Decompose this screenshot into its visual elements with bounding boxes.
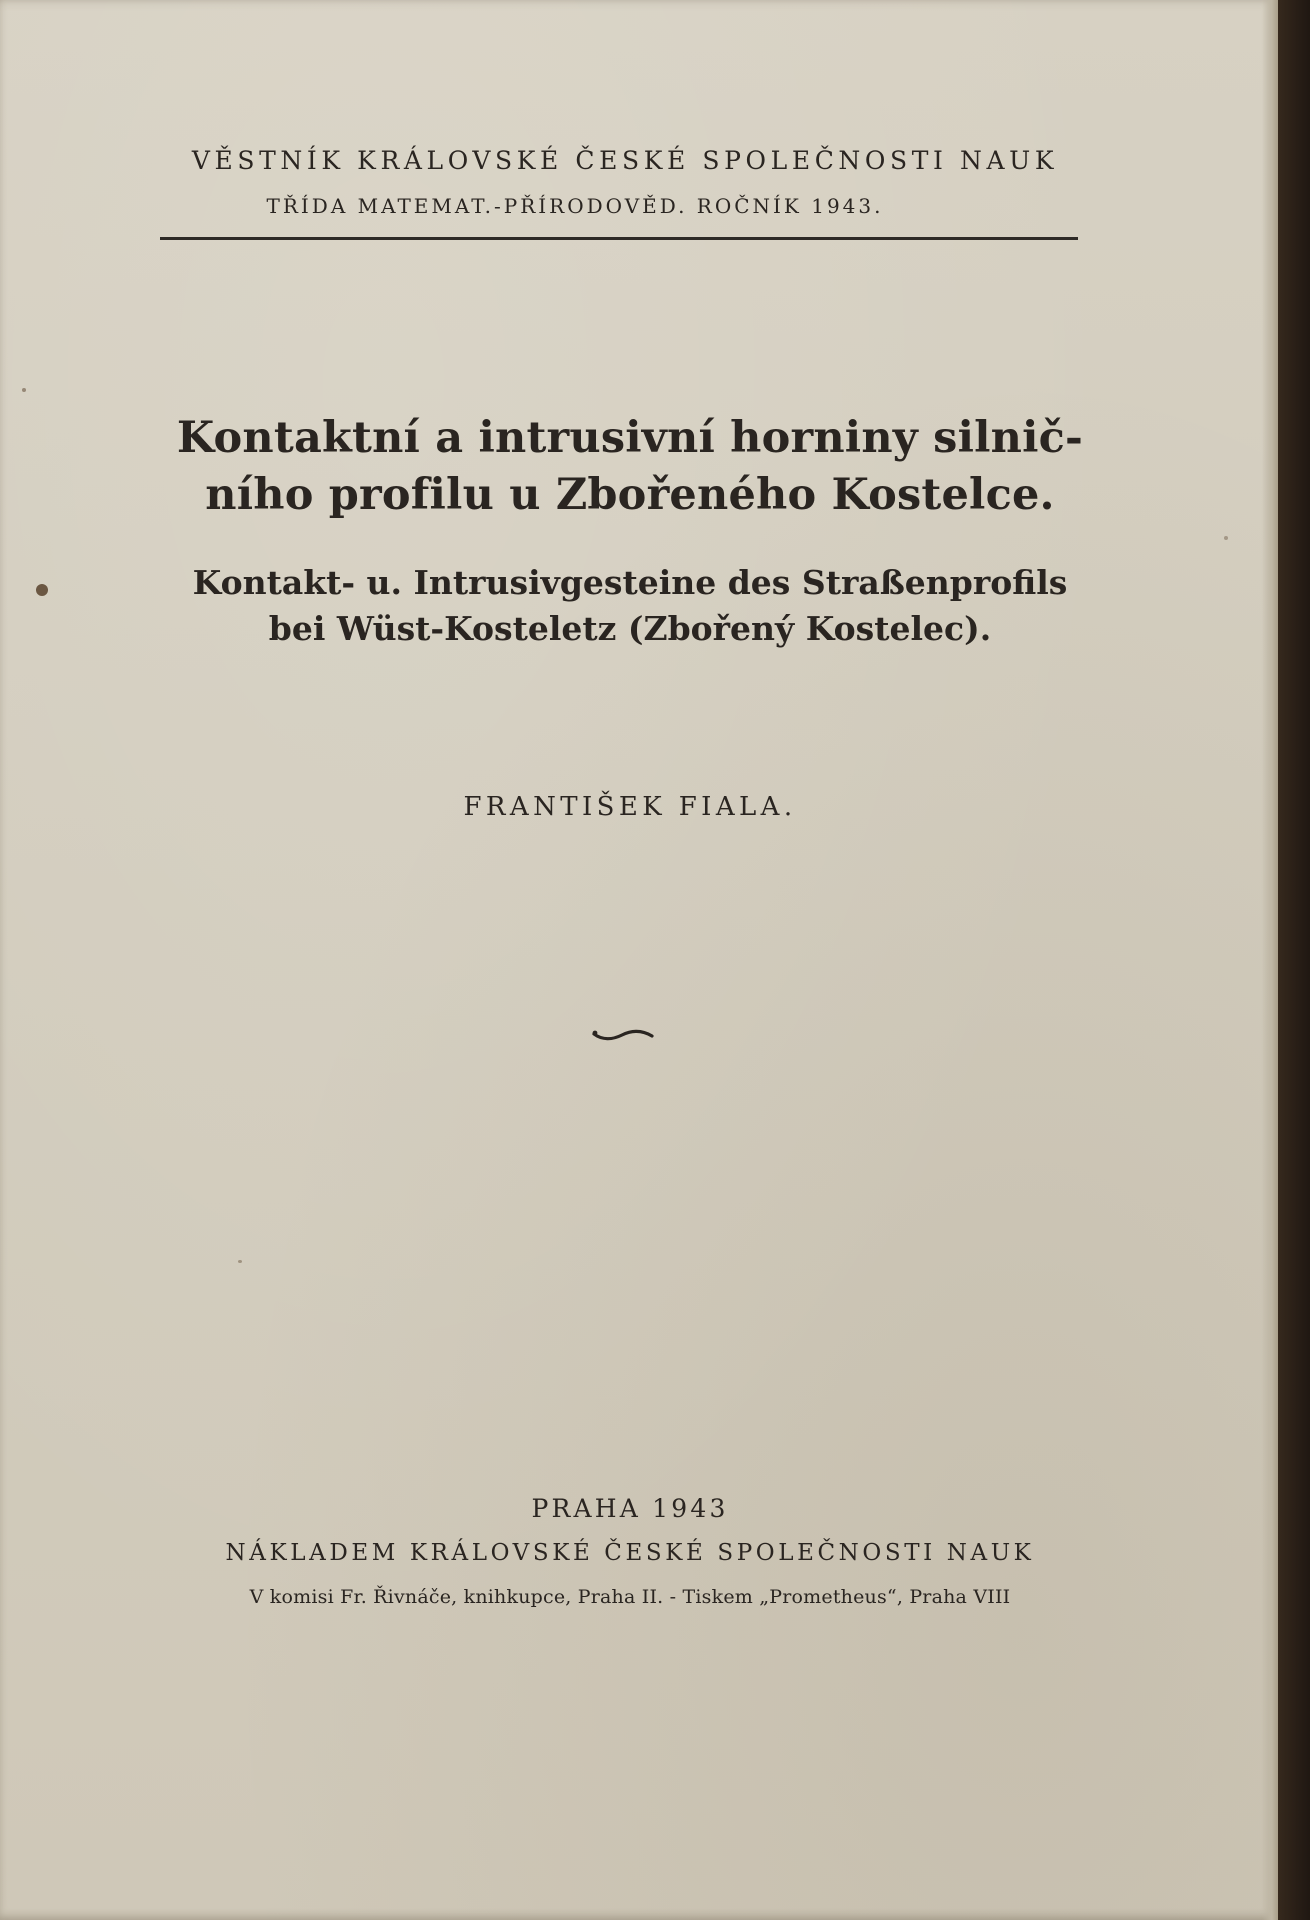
journal-subtitle: TŘÍDA MATEMAT.-PŘÍRODOVĚD. ROČNÍK 1943. <box>266 194 884 218</box>
paper-speck <box>22 388 26 392</box>
ornament-flourish <box>590 1020 660 1046</box>
german-title-line-2: bei Wüst-Kosteletz (Zbořený Kostelec). <box>268 609 992 648</box>
paper-spot <box>36 584 48 596</box>
german-title-line-1: Kontakt- u. Intrusivgesteine des Straßenprofils <box>192 563 1068 602</box>
paper-speck <box>1224 536 1228 540</box>
czech-title-line-2: ního profilu u Zbořeného Kostelce. <box>205 470 1055 520</box>
header-rule <box>160 237 1078 240</box>
author-name: FRANTIŠEK FIALA. <box>463 792 797 822</box>
imprint-city-year: PRAHA 1943 <box>531 1494 729 1523</box>
czech-title <box>150 410 1110 524</box>
page-edge <box>1262 0 1278 1920</box>
paper-speck <box>238 1260 242 1263</box>
german-title <box>150 560 1110 652</box>
imprint-publisher: NÁKLADEM KRÁLOVSKÉ ČESKÉ SPOLEČNOSTI NAUK <box>225 1540 1035 1566</box>
journal-title: VĚSTNÍK KRÁLOVSKÉ ČESKÉ SPOLEČNOSTI NAUK <box>191 146 1059 175</box>
czech-title-line-1: Kontaktní a intrusivní horniny silnič- <box>176 413 1084 463</box>
imprint-printer: V komisi Fr. Řivnáče, knihkupce, Praha II. - Tiskem „Prometheus“, Praha VIII <box>249 1586 1011 1608</box>
